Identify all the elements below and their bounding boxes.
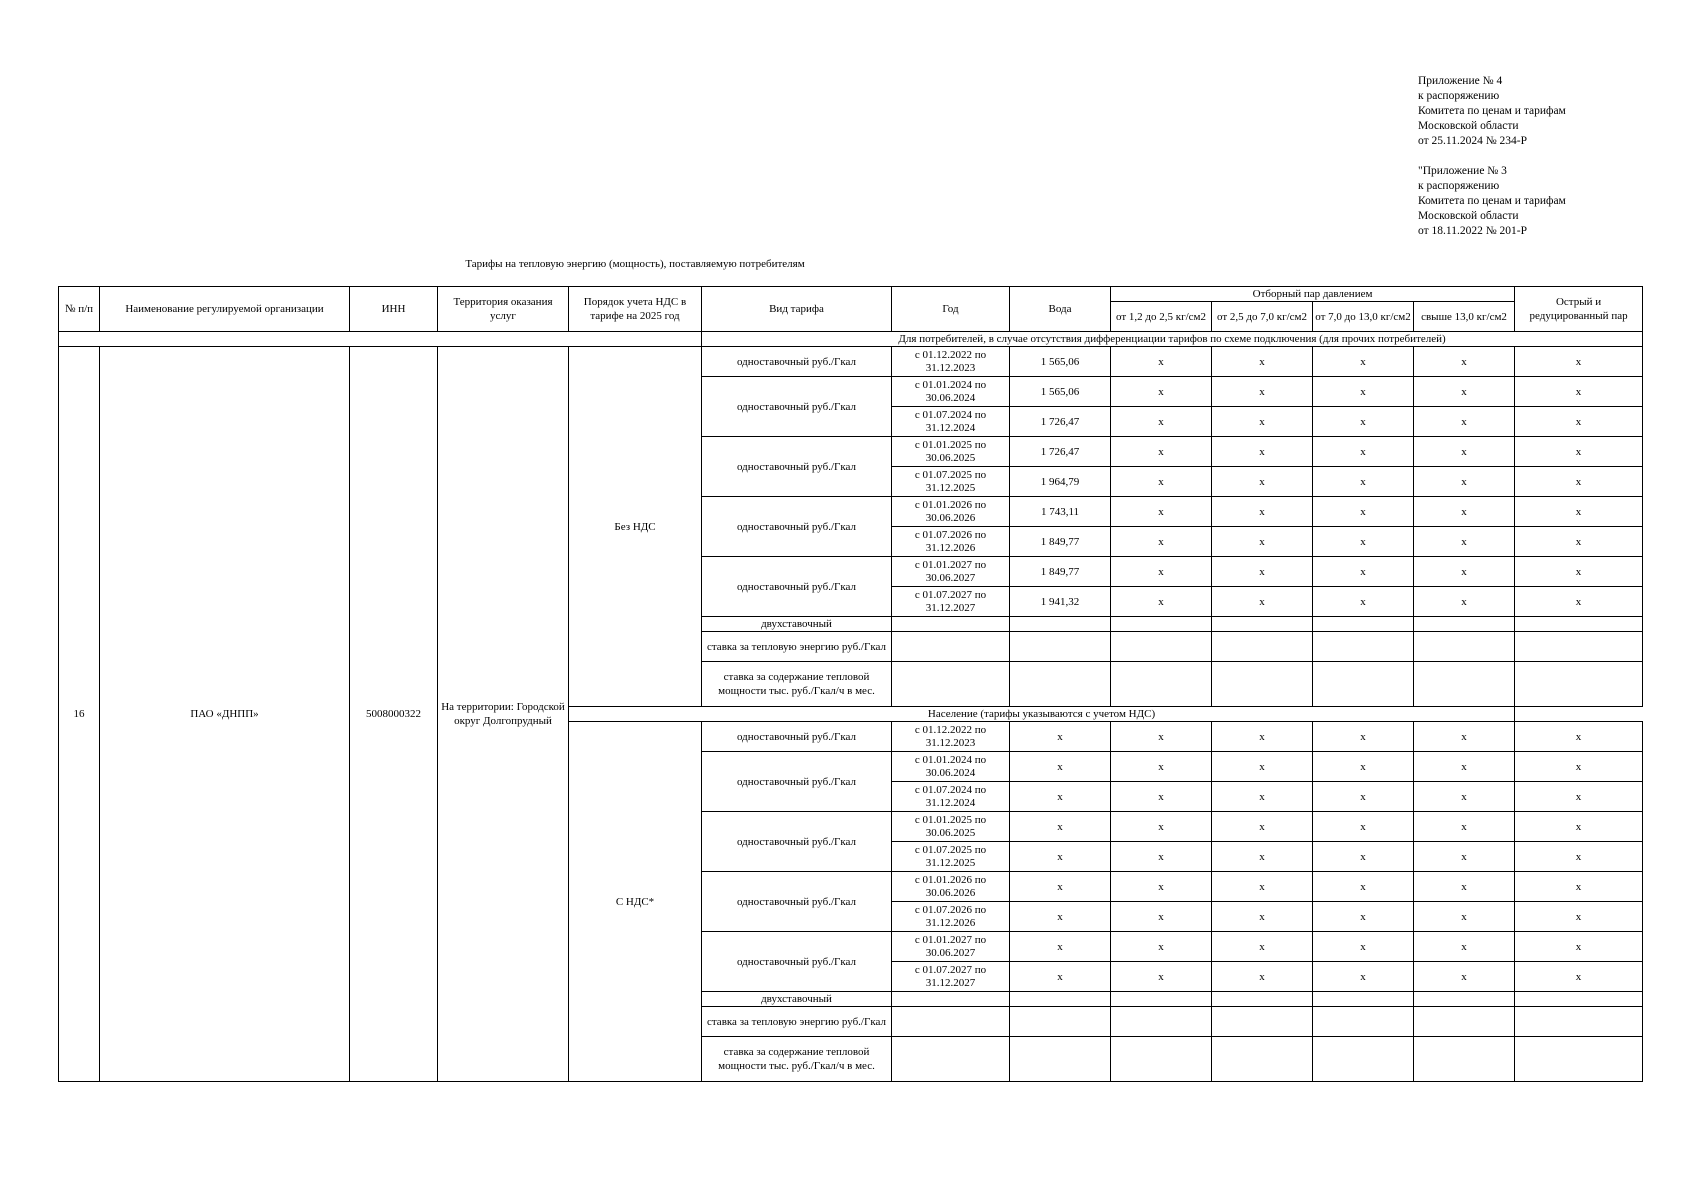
x-mark: х [1313,722,1414,752]
x-mark: х [1111,557,1212,587]
x-mark: х [1313,527,1414,557]
empty-cell [1313,632,1414,662]
x-mark: х [1414,932,1515,962]
x-mark: х [1111,932,1212,962]
x-mark: х [1111,467,1212,497]
water-value: 1 849,77 [1010,557,1111,587]
period-cell: с 01.07.2027 по 31.12.2027 [892,962,1010,992]
x-mark: х [1515,962,1643,992]
period-cell: с 01.01.2024 по 30.06.2024 [892,377,1010,407]
header-territory: Территория оказания услуг [438,287,569,332]
x-mark: х [1414,527,1515,557]
empty-cell [892,617,1010,632]
x-mark: х [1212,437,1313,467]
empty-cell [1111,1037,1212,1082]
water-value: х [1010,932,1111,962]
tariff-type-one-rate: одноставочный руб./Гкал [702,437,892,497]
period-cell: с 01.07.2026 по 31.12.2026 [892,902,1010,932]
empty-cell [1515,992,1643,1007]
x-mark: х [1313,377,1414,407]
water-value: 1 565,06 [1010,377,1111,407]
x-mark: х [1212,752,1313,782]
empty-cell [1313,1037,1414,1082]
x-mark: х [1212,467,1313,497]
tariff-type-one-rate: одноставочный руб./Гкал [702,722,892,752]
water-value: 1 726,47 [1010,437,1111,467]
period-cell: с 01.01.2027 по 30.06.2027 [892,932,1010,962]
water-value: х [1010,782,1111,812]
period-cell: с 01.01.2027 по 30.06.2027 [892,557,1010,587]
empty-cell [1313,992,1414,1007]
x-mark: х [1111,842,1212,872]
empty-cell [1414,992,1515,1007]
x-mark: х [1515,752,1643,782]
org-territory: На территории: Городской округ Долгопрудный [438,347,569,1082]
x-mark: х [1111,812,1212,842]
x-mark: х [1212,497,1313,527]
appendix-block-2 [1418,164,1566,239]
x-mark: х [1515,407,1643,437]
empty-cell [1212,632,1313,662]
water-value: 1 743,11 [1010,497,1111,527]
header-org: Наименование регулируемой организации [100,287,350,332]
x-mark: х [1212,722,1313,752]
x-mark: х [1111,377,1212,407]
period-cell: с 01.01.2025 по 30.06.2025 [892,437,1010,467]
x-mark: х [1515,812,1643,842]
appendix-line: от 25.11.2024 № 234-Р [1418,135,1528,147]
x-mark: х [1212,527,1313,557]
period-cell: с 01.01.2024 по 30.06.2024 [892,752,1010,782]
empty-cell [1010,1037,1111,1082]
tariff-type-one-rate: одноставочный руб./Гкал [702,932,892,992]
x-mark: х [1212,872,1313,902]
x-mark: х [1313,752,1414,782]
x-mark: х [1414,812,1515,842]
x-mark: х [1111,902,1212,932]
x-mark: х [1212,377,1313,407]
x-mark: х [1515,497,1643,527]
x-mark: х [1212,347,1313,377]
x-mark: х [1515,467,1643,497]
empty-cell [1414,1037,1515,1082]
appendix-line: Московской области [1418,210,1519,222]
header-num: № п/п [59,287,100,332]
org-inn: 5008000322 [350,347,438,1082]
water-value: 1 565,06 [1010,347,1111,377]
period-cell: с 01.07.2024 по 31.12.2024 [892,782,1010,812]
x-mark: х [1313,437,1414,467]
table-row [59,347,1643,377]
x-mark: х [1111,587,1212,617]
x-mark: х [1313,842,1414,872]
header-steam-1: от 1,2 до 2,5 кг/см2 [1111,302,1212,332]
x-mark: х [1111,527,1212,557]
appendix-line: к распоряжению [1418,90,1500,102]
org-num: 16 [59,347,100,1082]
empty-cell [1313,617,1414,632]
tariff-type-one-rate: одноставочный руб./Гкал [702,812,892,872]
x-mark: х [1414,722,1515,752]
x-mark: х [1414,752,1515,782]
empty-cell [1111,1007,1212,1037]
x-mark: х [1414,497,1515,527]
section-title-2: Население (тарифы указываются с учетом НДС) [569,707,1515,722]
period-cell: с 01.12.2022 по 31.12.2023 [892,347,1010,377]
x-mark: х [1313,407,1414,437]
empty-cell [1414,1007,1515,1037]
appendix-line: к распоряжению [1418,180,1500,192]
x-mark: х [1313,557,1414,587]
x-mark: х [1212,782,1313,812]
x-mark: х [1313,467,1414,497]
empty-cell [1010,1007,1111,1037]
x-mark: х [1313,872,1414,902]
vat-mode: С НДС* [569,722,702,1082]
water-value: 1 726,47 [1010,407,1111,437]
water-value: 1 964,79 [1010,467,1111,497]
tariff-type-one-rate: одноставочный руб./Гкал [702,557,892,617]
water-value: х [1010,842,1111,872]
period-cell: с 01.12.2022 по 31.12.2023 [892,722,1010,752]
x-mark: х [1515,722,1643,752]
empty-cell [1111,632,1212,662]
empty-cell [1515,1007,1643,1037]
period-cell: с 01.01.2026 по 30.06.2026 [892,872,1010,902]
section-row [59,332,1643,347]
x-mark: х [1212,932,1313,962]
empty-cell [1111,992,1212,1007]
tariff-type-one-rate: одноставочный руб./Гкал [702,872,892,932]
document-title: Тарифы на тепловую энергию (мощность), поставляемую потребителям [465,258,805,270]
appendix-line: Комитета по ценам и тарифам [1418,195,1566,207]
x-mark: х [1414,377,1515,407]
empty-cell [1010,617,1111,632]
x-mark: х [1111,407,1212,437]
x-mark: х [1111,497,1212,527]
section-title-1: Для потребителей, в случае отсутствия дифференциации тарифов по схеме подключения (для прочих потребителей) [702,332,1643,347]
empty-cell [892,662,1010,707]
empty-cell [1010,632,1111,662]
x-mark: х [1515,902,1643,932]
header-water: Вода [1010,287,1111,332]
x-mark: х [1111,782,1212,812]
appendix-line: Приложение № 4 [1418,75,1503,87]
x-mark: х [1515,782,1643,812]
empty-cell [1313,662,1414,707]
blank-cell [59,332,702,347]
x-mark: х [1212,587,1313,617]
tariff-type-one-rate: одноставочный руб./Гкал [702,347,892,377]
water-value: х [1010,812,1111,842]
empty-cell [892,1037,1010,1082]
tariff-type-two-rate: двухставочный [702,617,892,632]
empty-cell [1010,992,1111,1007]
x-mark: х [1414,962,1515,992]
tariff-type-two-rate: двухставочный [702,992,892,1007]
period-cell: с 01.07.2026 по 31.12.2026 [892,527,1010,557]
vat-mode: Без НДС [569,347,702,707]
appendix-header [1418,74,1566,254]
empty-cell [1313,1007,1414,1037]
header-vat: Порядок учета НДС в тарифе на 2025 год [569,287,702,332]
water-value: 1 941,32 [1010,587,1111,617]
x-mark: х [1414,782,1515,812]
x-mark: х [1515,842,1643,872]
empty-cell [1414,632,1515,662]
water-value: 1 849,77 [1010,527,1111,557]
x-mark: х [1313,812,1414,842]
x-mark: х [1111,752,1212,782]
period-cell: с 01.07.2025 по 31.12.2025 [892,467,1010,497]
empty-cell [1111,617,1212,632]
x-mark: х [1212,962,1313,992]
tariff-table [58,286,1643,1082]
x-mark: х [1313,587,1414,617]
header-steam-3: от 7,0 до 13,0 кг/см2 [1313,302,1414,332]
x-mark: х [1414,347,1515,377]
x-mark: х [1414,902,1515,932]
table-body [59,332,1643,1082]
x-mark: х [1515,437,1643,467]
appendix-block-1 [1418,74,1566,149]
x-mark: х [1111,347,1212,377]
x-mark: х [1212,842,1313,872]
x-mark: х [1414,557,1515,587]
water-value: х [1010,872,1111,902]
x-mark: х [1414,842,1515,872]
header-steam-group: Отборный пар давлением [1111,287,1515,302]
x-mark: х [1111,437,1212,467]
empty-cell [1212,1007,1313,1037]
period-cell: с 01.07.2024 по 31.12.2024 [892,407,1010,437]
empty-cell [1414,662,1515,707]
x-mark: х [1313,497,1414,527]
x-mark: х [1212,902,1313,932]
tariff-type-one-rate: одноставочный руб./Гкал [702,752,892,812]
empty-cell [1212,617,1313,632]
rate-capacity-label: ставка за содержание тепловой мощности тыс. руб./Гкал/ч в мес. [702,662,892,707]
empty-cell [1212,992,1313,1007]
header-steam-4: свыше 13,0 кг/см2 [1414,302,1515,332]
empty-cell [1212,662,1313,707]
x-mark: х [1212,557,1313,587]
x-mark: х [1414,467,1515,497]
x-mark: х [1313,902,1414,932]
empty-cell [1515,662,1643,707]
x-mark: х [1515,932,1643,962]
x-mark: х [1111,872,1212,902]
header-steam-2: от 2,5 до 7,0 кг/см2 [1212,302,1313,332]
x-mark: х [1414,872,1515,902]
x-mark: х [1212,812,1313,842]
x-mark: х [1414,587,1515,617]
header-year: Год [892,287,1010,332]
period-cell: с 01.07.2025 по 31.12.2025 [892,842,1010,872]
water-value: х [1010,902,1111,932]
x-mark: х [1515,557,1643,587]
empty-cell [1515,632,1643,662]
appendix-line: "Приложение № 3 [1418,165,1507,177]
x-mark: х [1515,347,1643,377]
org-name: ПАО «ДНПП» [100,347,350,1082]
rate-energy-label: ставка за тепловую энергию руб./Гкал [702,1007,892,1037]
water-value: х [1010,722,1111,752]
period-cell: с 01.01.2026 по 30.06.2026 [892,497,1010,527]
x-mark: х [1111,722,1212,752]
period-cell: с 01.01.2025 по 30.06.2025 [892,812,1010,842]
tariff-type-one-rate: одноставочный руб./Гкал [702,377,892,437]
period-cell: с 01.07.2027 по 31.12.2027 [892,587,1010,617]
appendix-line: от 18.11.2022 № 201-Р [1418,225,1528,237]
rate-capacity-label: ставка за содержание тепловой мощности тыс. руб./Гкал/ч в мес. [702,1037,892,1082]
x-mark: х [1313,962,1414,992]
rate-energy-label: ставка за тепловую энергию руб./Гкал [702,632,892,662]
x-mark: х [1212,407,1313,437]
tariff-type-one-rate: одноставочный руб./Гкал [702,497,892,557]
empty-cell [892,992,1010,1007]
x-mark: х [1515,377,1643,407]
empty-cell [892,1007,1010,1037]
empty-cell [1010,662,1111,707]
x-mark: х [1414,437,1515,467]
x-mark: х [1515,527,1643,557]
x-mark: х [1515,872,1643,902]
empty-cell [1212,1037,1313,1082]
x-mark: х [1313,347,1414,377]
water-value: х [1010,962,1111,992]
header-sharp-steam: Острый и редуцированный пар [1515,287,1643,332]
water-value: х [1010,752,1111,782]
empty-cell [1515,617,1643,632]
empty-cell [1515,1037,1643,1082]
empty-cell [1414,617,1515,632]
x-mark: х [1313,932,1414,962]
header-tariff-type: Вид тарифа [702,287,892,332]
x-mark: х [1515,587,1643,617]
appendix-line: Московской области [1418,120,1519,132]
x-mark: х [1111,962,1212,992]
empty-cell [892,632,1010,662]
x-mark: х [1313,782,1414,812]
x-mark: х [1414,407,1515,437]
empty-cell [1111,662,1212,707]
appendix-line: Комитета по ценам и тарифам [1418,105,1566,117]
header-inn: ИНН [350,287,438,332]
